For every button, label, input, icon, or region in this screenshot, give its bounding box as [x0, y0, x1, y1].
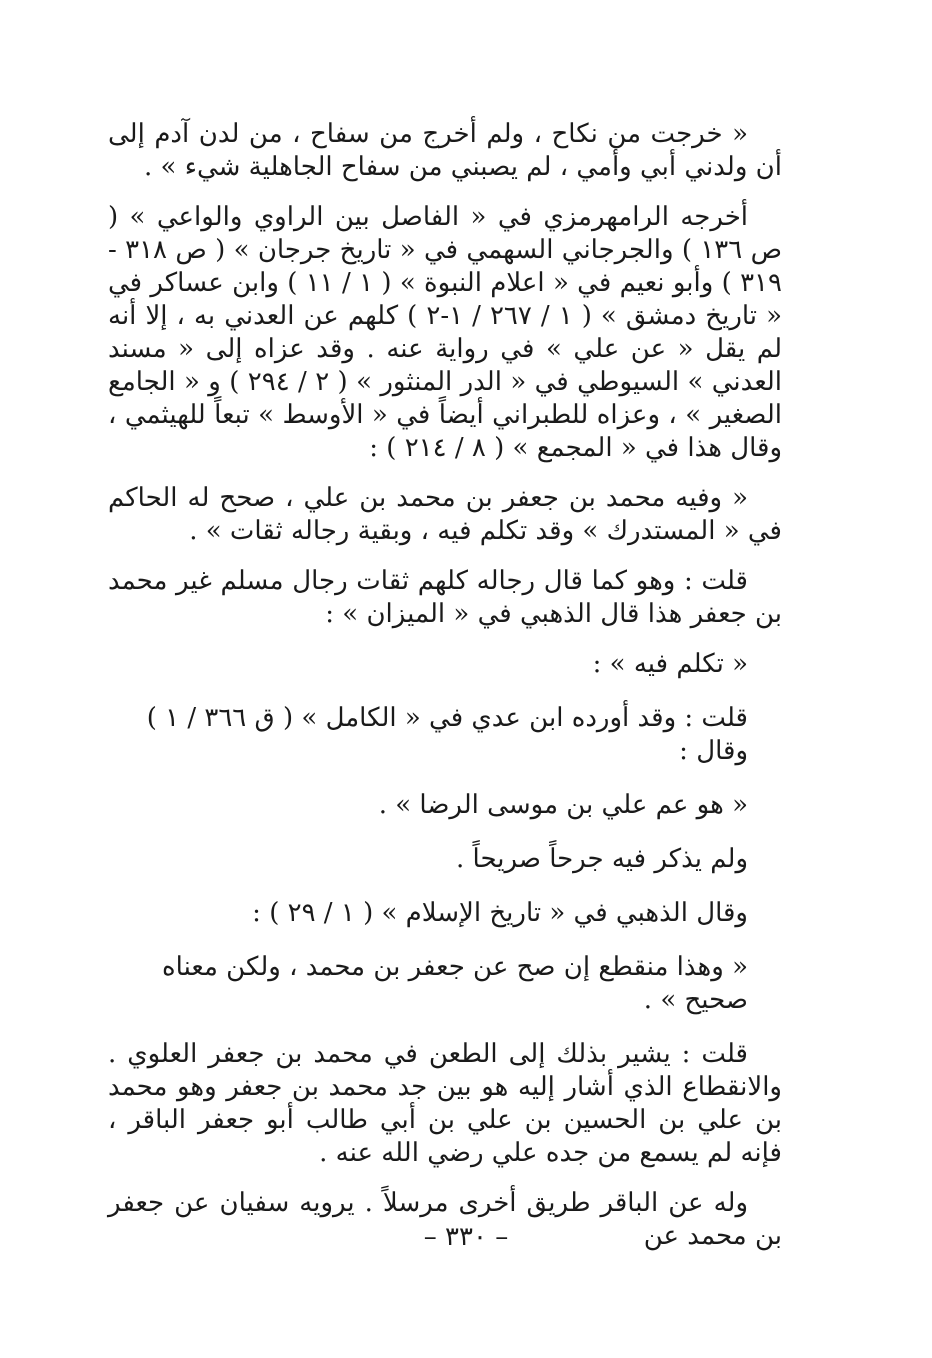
paragraph-takhrij: أخرجه الرامهرمزي في « الفاصل بين الراوي والواعي » ( ص ١٣٦ ) والجرجاني السهمي في « تاريخ جرجان » ( ص ٣١٨ - ٣١٩ ) وأبو نعيم في « اعلام النبوة » ( ١ / ١١ ) وابن عساكر في « تاريخ دمشق » ( ١ / ٢٦٧ / ١-٢ ) كلهم عن العدني به ، إلا أنه لم يقل « عن علي » في رواية عنه . وقد عزاه إلى « مسند العدني » السيوطي في « الدر المنثور » ( ٢ / ٢٩٤ ) و « الجامع الصغير » ، وعزاه للطبراني أيضاً في « الأوسط » تبعاً للهيثمي ، وقال هذا في « المجمع » ( ٨ / ٢١٤ ) : — [108, 202, 783, 463]
paragraph-tarikh-islam: وقال الذهبي في « تاريخ الإسلام » ( ١ / ٢٩ ) : — [252, 898, 748, 928]
paragraph-no-jarh: ولم يذكر فيه جرحاً صريحاً . — [456, 844, 748, 874]
page-number: – ٣٣٠ – — [423, 1222, 509, 1252]
paragraph-inqita-explanation: قلت : يشير بذلك إلى الطعن في محمد بن جعفر العلوي . والانقطاع الذي أشار إليه هو بين جد محمد بن جعفر وهو محمد بن علي بن الحسين بن علي بن أبي طالب أبو جعفر الباقر ، فإنه لم يسمع من جده علي رضي الله عنه . — [108, 1039, 782, 1168]
paragraph-ibn-adi-quote: « هو عم علي بن موسى الرضا » . — [378, 790, 748, 820]
paragraph-munqati-quote: « وهذا منقطع إن صح عن جعفر بن محمد ، ولكن معناه صحيح » . — [162, 952, 748, 1015]
paragraph-dhahabi-quote: « تكلم فيه » : — [592, 649, 748, 679]
paragraph-hadith-text: « خرجت من نكاح ، ولم أخرج من سفاح ، من لدن آدم إلى أن ولدني أبي وأمي ، لم يصبني من سفاح الجاهلية شيء » . — [108, 119, 782, 182]
paragraph-haythami-quote: « وفيه محمد بن جعفر بن محمد بن علي ، صحح له الحاكم في « المستدرك » وقد تكلم فيه ، وبقية رجاله ثقات » . — [108, 483, 782, 546]
paragraph-ibn-adi: قلت : وقد أورده ابن عدي في « الكامل » ( ق ٣٦٦ / ١ ) وقال : — [146, 703, 748, 766]
paragraph-author-comment: قلت : وهو كما قال رجاله كلهم ثقات رجال مسلم غير محمد بن جعفر هذا قال الذهبي في « الميزان » : — [108, 566, 782, 629]
paragraph-baqir-mursal: وله عن الباقر طريق أخرى مرسلاً . يرويه سفيان عن جعفر بن محمد عن — [108, 1188, 782, 1251]
